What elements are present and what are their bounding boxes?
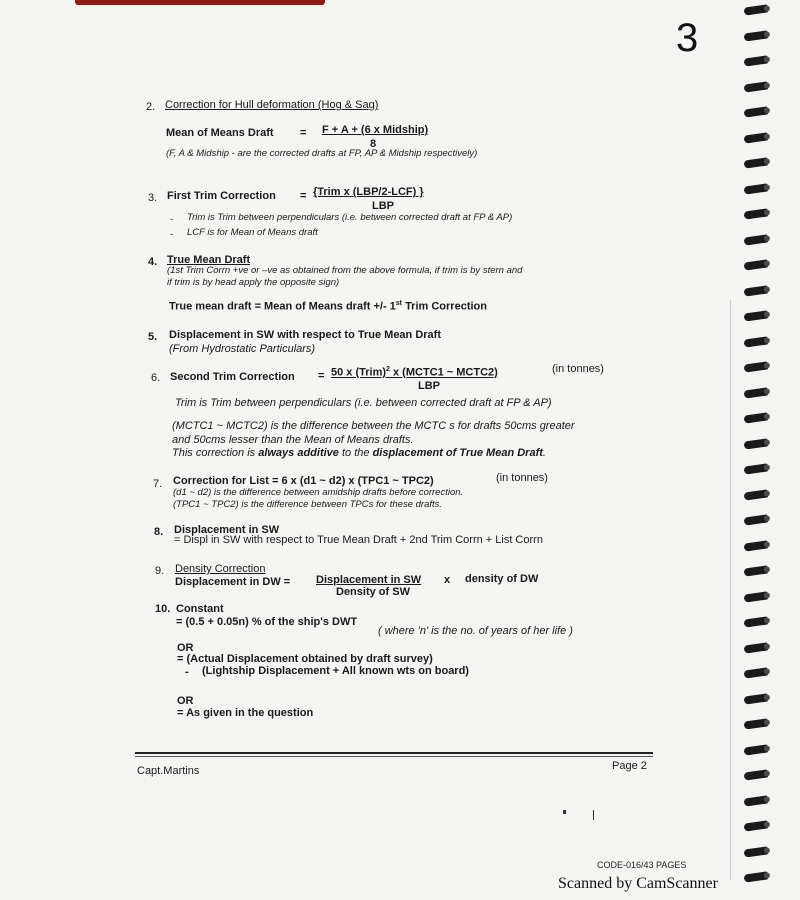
item-10-title: Constant [176,603,224,615]
item-6-note-2: (MCTC1 ~ MCTC2) is the difference between the MCTC s for drafts 50cms greater [172,420,575,432]
item-5-note: (From Hydrostatic Particulars) [169,343,316,355]
item-5-title: Displacement in SW with respect to True Mean Draft [169,329,441,341]
item-2-title: Correction for Hull deformation (Hog & Sag) [165,99,379,111]
footer-rule-thin [135,756,653,757]
item-6-number: 6. [151,372,161,384]
footer-page: Page 2 [612,760,647,772]
item-3-number: 3. [148,192,158,204]
scan-speck [563,810,566,814]
item-7-note-2: (TPC1 ~ TPC2) is the difference between TPCs for these drafts. [173,499,443,510]
item-10-or-2: OR [177,695,194,707]
item-6-numerator-sup: 2 [386,366,390,373]
item-8-number: 8. [154,526,164,538]
page-number: 3 [676,16,699,60]
item-6-note-4 [172,447,546,459]
scan-tick-mark [593,810,594,820]
item-3-numerator: {Trim x (LBP/2-LCF) } [313,186,424,198]
item-6-note-4-a: This correction is [172,447,259,459]
item-7-label: Correction for List = 6 x (d1 ~ d2) x (TPC1 ~ TPC2) [173,475,434,487]
footer-author: Capt.Martins [137,765,200,777]
item-9-denominator: Density of SW [336,586,410,598]
item-8-formula: = Displ in SW with respect to True Mean Draft + 2nd Trim Corrn + List Corrn [174,534,543,546]
scanner-watermark: Scanned by CamScanner [558,875,718,892]
item-8-title: Displacement in SW [174,524,280,536]
item-10-alt-2: (Lightship Displacement + All known wts on board) [202,665,469,677]
item-4-title: True Mean Draft [167,254,251,266]
item-3-bullet-2: - [170,229,174,240]
item-6-note-1: Trim is Trim between perpendiculars (i.e. between corrected draft at FP & AP) [175,397,552,409]
item-3-label: First Trim Correction [167,190,276,202]
item-6-note-4-d: displacement of True Mean Draft [372,447,543,459]
item-7-unit: (in tonnes) [496,472,548,484]
item-9-times: x [444,574,451,586]
item-10-alt-1: = (Actual Displacement obtained by draft survey) [177,653,433,665]
item-7-number: 7. [153,478,163,490]
item-9-label: Displacement in DW = [175,576,291,588]
item-3-note-1: Trim is Trim between perpendiculars (i.e. between corrected draft at FP & AP) [187,212,513,223]
item-2-note: (F, A & Midship - are the corrected drafts at FP, AP & Midship respectively) [166,148,478,159]
item-10-where: ( where 'n' is the no. of years of her life ) [378,625,573,637]
item-3-denominator: LBP [372,200,394,212]
item-4-formula-sup: st [395,300,403,307]
item-3-note-2: LCF is for Mean of Means draft [187,227,318,238]
item-3-bullet-1: - [170,214,174,225]
item-5-number: 5. [148,331,158,343]
item-2-denominator: 8 [370,138,377,150]
item-2-formula-label: Mean of Means Draft [166,127,274,139]
item-4-note-1: (1st Trim Corrn +ve or –ve as obtained from the above formula, if trim is by stern and [167,265,523,276]
item-6-note-4-e: . [542,447,546,459]
item-6-numerator-b: x (MCTC1 ~ MCTC2) [389,366,498,379]
item-4-number: 4. [148,256,158,268]
item-6-equals: = [318,370,325,382]
item-6-note-4-b: always additive [258,447,339,459]
item-10-alt-3: = As given in the question [177,707,314,719]
item-4-note-2: if trim is by head apply the opposite sign) [167,277,340,288]
item-10-alt-2-bullet: - [185,666,189,678]
item-2-numerator: F + A + (6 x Midship) [322,124,429,136]
item-6-note-3: and 50cms lesser than the Mean of Means drafts. [172,434,414,446]
item-6-label: Second Trim Correction [170,371,295,383]
item-6-denominator: LBP [418,380,440,392]
document-code: CODE-016/43 PAGES [597,860,687,870]
item-2-number: 2. [146,101,156,113]
item-10-number: 10. [155,603,171,615]
item-6-note-4-c: to the [338,447,373,459]
footer-rule [135,752,653,754]
item-4-formula [169,300,487,313]
item-9-numerator: Displacement in SW [316,574,422,586]
item-6-unit: (in tonnes) [552,363,604,375]
item-2-equals: = [300,127,307,139]
item-4-formula-end: Trim Correction [402,300,487,313]
item-6-numerator [331,366,498,379]
item-6-numerator-a: 50 x (Trim) [331,366,387,379]
item-10-formula: = (0.5 + 0.05n) % of the ship's DWT [176,616,358,628]
item-10-or-1: OR [177,642,194,654]
item-4-formula-main: True mean draft = Mean of Means draft +/- 1 [169,300,396,313]
item-9-number: 9. [155,565,165,577]
item-9-factor: density of DW [465,573,539,585]
item-3-equals: = [300,190,307,202]
item-7-note-1: (d1 ~ d2) is the difference between amidship drafts before correction. [173,487,464,498]
item-9-title: Density Correction [175,563,266,575]
